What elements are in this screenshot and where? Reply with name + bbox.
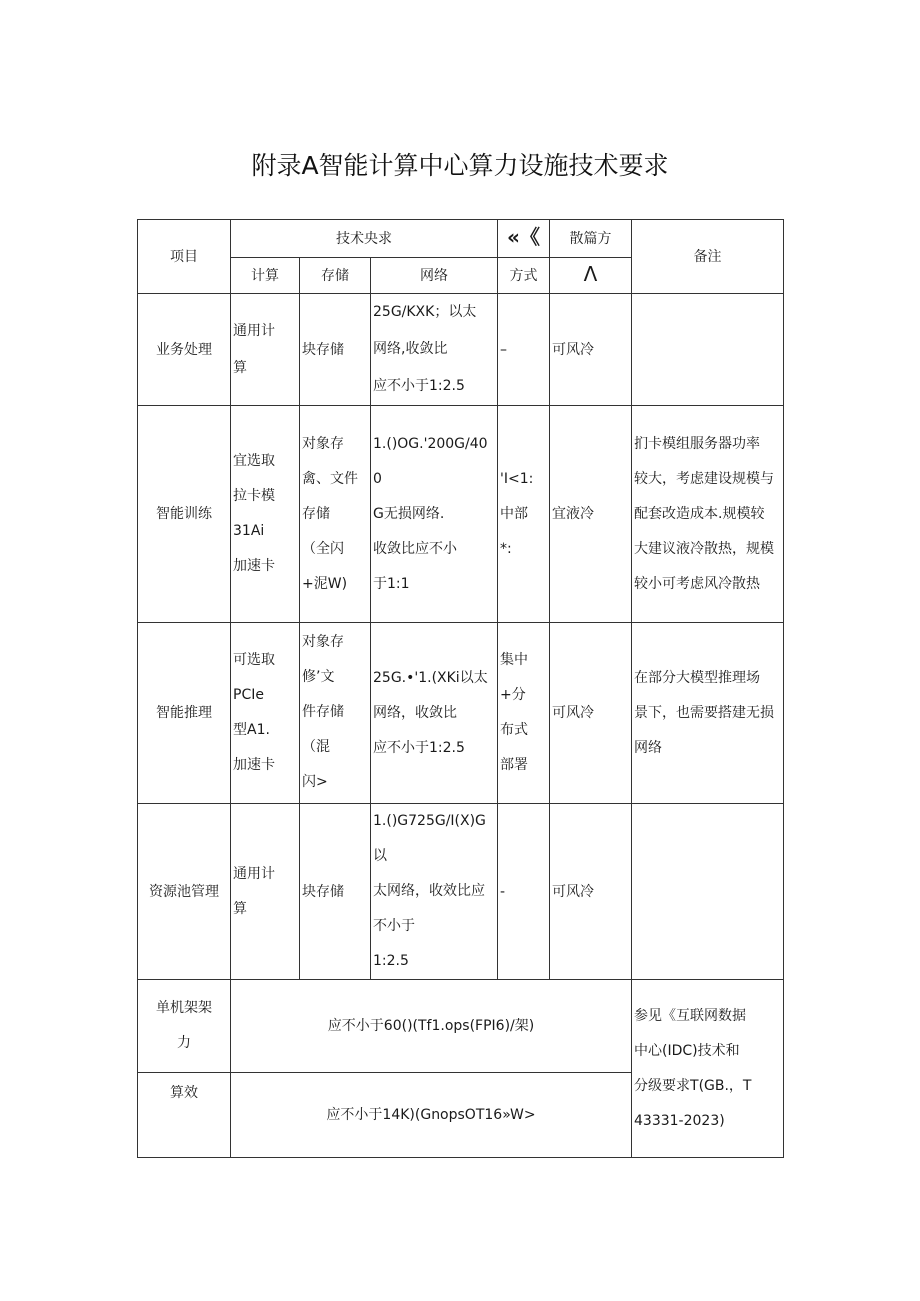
header-network: 网络 bbox=[371, 258, 498, 294]
row-remarks bbox=[632, 294, 784, 406]
header-cooling-top: 散篇方 bbox=[550, 220, 632, 258]
rack-power-value: 应不小于60()(Tf1.ops(FPI6)/架) bbox=[231, 980, 632, 1073]
table-row bbox=[138, 406, 784, 623]
row-storage: 块存储 bbox=[300, 294, 371, 406]
row-cooling: 可风冷 bbox=[550, 623, 632, 804]
header-cooling-symbol bbox=[550, 258, 632, 294]
bottom-remarks: 参见《互联网数据 中心(IDC)技术和 分级要求T(GB.，T 43331-2023) bbox=[632, 980, 784, 1158]
row-network: 1.()OG.'200G/400 G无损网络. 收敛比应不小 于1:1 bbox=[371, 406, 498, 623]
rack-power-row bbox=[138, 980, 784, 1073]
header-storage: 存储 bbox=[300, 258, 371, 294]
row-item: 业务处理 bbox=[138, 294, 231, 406]
deploy-symbol: «《 bbox=[507, 225, 540, 249]
row-deploy: - bbox=[498, 804, 550, 980]
row-compute: 通用计 算 bbox=[231, 294, 300, 406]
row-compute: 可选取 PCIe 型A1. 加速卡 bbox=[231, 623, 300, 804]
row-cooling: 可风冷 bbox=[550, 804, 632, 980]
row-deploy: 集中 +分 布式 部署 bbox=[498, 623, 550, 804]
row-deploy: – bbox=[498, 294, 550, 406]
row-network: 25G.•'1.(XKi以太 网络，收敛比 应不小于1:2.5 bbox=[371, 623, 498, 804]
table-row bbox=[138, 623, 784, 804]
row-cooling: 可风冷 bbox=[550, 294, 632, 406]
header-item: 项目 bbox=[138, 220, 231, 294]
row-item: 资源池管理 bbox=[138, 804, 231, 980]
header-row bbox=[138, 220, 784, 258]
table-row bbox=[138, 804, 784, 980]
row-storage: 对象存 禽、文件 存储 （全闪 +泥W) bbox=[300, 406, 371, 623]
page-title: 附录A智能计算中心算力设施技术要求 bbox=[251, 151, 669, 180]
efficiency-value: 应不小于14K)(GnopsOT16»W> bbox=[231, 1073, 632, 1158]
table-row bbox=[138, 294, 784, 406]
row-item: 智能训练 bbox=[138, 406, 231, 623]
row-remarks bbox=[632, 804, 784, 980]
row-compute: 通用计 算 bbox=[231, 804, 300, 980]
cooling-symbol: Λ bbox=[583, 262, 598, 286]
row-storage: 对象存 修’文 件存储 （混 闪> bbox=[300, 623, 371, 804]
row-deploy: 'I<1: 中部 *: bbox=[498, 406, 550, 623]
header-deploy-symbol bbox=[498, 220, 550, 258]
header-compute: 计算 bbox=[231, 258, 300, 294]
spec-table bbox=[137, 219, 784, 1158]
row-compute: 宜选取 拉卡模 31Ai 加速卡 bbox=[231, 406, 300, 623]
row-remarks: 扪卡模组服务器功率 较大，考虑建设规模与 配套改造成本.规模较 大建议液冷散热，规模 较小可考虑风冷散热 bbox=[632, 406, 784, 623]
efficiency-label: 算效 bbox=[138, 1073, 231, 1158]
header-deploy-mode: 方式 bbox=[498, 258, 550, 294]
row-remarks: 在部分大模型推理场 景下，也需要搭建无损 网络 bbox=[632, 623, 784, 804]
row-network: 25G/KXK；以太 网络,收敛比 应不小于1:2.5 bbox=[371, 294, 498, 406]
row-item: 智能推理 bbox=[138, 623, 231, 804]
row-network: 1.()G725G/I(X)G以 太网络，收效比应 不小于 1:2.5 bbox=[371, 804, 498, 980]
rack-power-label: 单机架架 力 bbox=[138, 980, 231, 1073]
row-cooling: 宜液冷 bbox=[550, 406, 632, 623]
header-remarks: 备注 bbox=[632, 220, 784, 294]
row-storage: 块存储 bbox=[300, 804, 371, 980]
header-tech-requirements: 技术央求 bbox=[231, 220, 498, 258]
